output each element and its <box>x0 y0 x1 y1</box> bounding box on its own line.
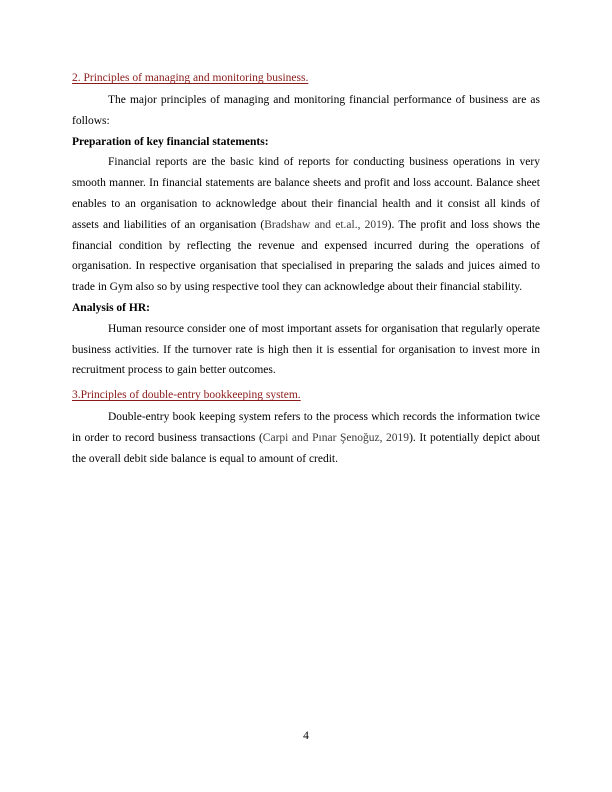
paragraph-text: ). It potentially depict about the overall debit side balance is equal to amount of credit. <box>72 431 540 465</box>
section-heading-double-entry: 3.Principles of double-entry bookkeeping system. <box>72 389 301 402</box>
paragraph-financial-statements <box>72 152 540 298</box>
subheading-financial-statements: Preparation of key financial statements: <box>72 135 269 148</box>
section-intro-paragraph: The major principles of managing and monitoring financial performance of business are as follows: <box>72 94 540 127</box>
section-heading-principles-managing-monitoring: 2. Principles of managing and monitoring business. <box>72 72 309 84</box>
paragraph-double-entry <box>72 407 540 469</box>
citation-carpi: Carpi and Pınar Şenoğuz, 2019 <box>262 431 410 444</box>
paragraph-text: Financial reports are the basic kind of reports for conducting business operations in very smooth manner. In financial statements are balance sheets and profit and loss account. Balance sheet enables to an organisation to acknowledge about their financial health and it consist all kinds of assets and liabilities of an organisation ( <box>72 156 540 231</box>
paragraph-text: ). The profit and loss shows the financial condition by reflecting the revenue and expensed incurred during the operations of organisation. In respective organisation that specialised in preparing the salads and juices aimed to trade in Gym also so by using respective tool they can acknowledge about their financial stability. <box>72 218 541 294</box>
paragraph-text: Double-entry book keeping system refers to the process which records the information twice in order to record business transactions ( <box>72 411 540 444</box>
document-body <box>72 70 540 470</box>
paragraph-analysis-hr: Human resource consider one of most important assets for organisation that regularly operate business activities. If the turnover rate is high then it is essential for organisation to invest more in recruitment process to gain better outcomes. <box>72 322 540 377</box>
subheading-analysis-hr: Analysis of HR: <box>72 301 150 314</box>
page-number: 4 <box>303 730 309 742</box>
citation-bradshaw: Bradshaw and et.al., 2019 <box>264 218 388 231</box>
